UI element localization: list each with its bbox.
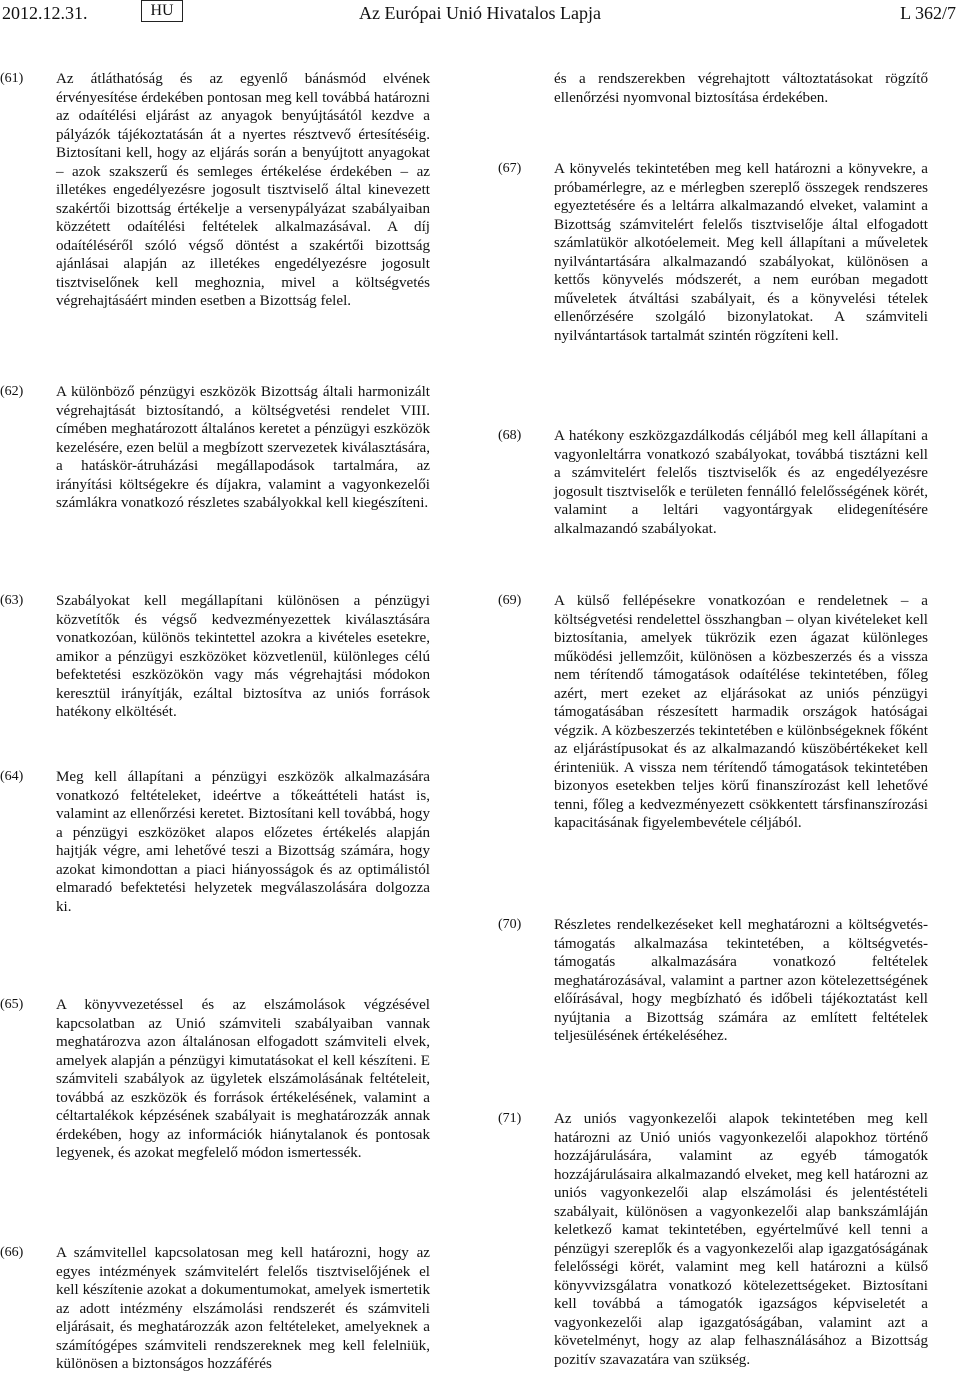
page-reference: L 362/7 [900,3,956,23]
page-header [0,0,960,34]
paragraph-text: Részletes rendelkezéseket kell meghatározni a költségvetés-támogatás alkalmazása tekintetében, a költségvetés-támogatás alkalmazására vonatkozó feltételek meghatározásával, valamint a partner azon kötelezettségének előírásával, hogy megbízható és időbeli tájékoztatást kell nyújtania a Bizottság számára az említett feltételek teljesülésének értékeléséhez. [554,917,928,1044]
paragraph-text: és a rendszerekben végrehajtott változtatásokat rögzítő ellenőrzési nyomvonal biztosítása érdekében. [554,71,928,106]
paragraph-69 [498,592,928,833]
paragraph-66 [0,1244,430,1374]
paragraph-number: (63) [0,593,24,608]
paragraph-text: Meg kell állapítani a pénzügyi eszközök alkalmazására vonatkozó feltételeket, ideértve a tőkeáttételi hatást is, valamint az ellenőrzési keretet. Biztosítani kell továbbá, hogy a pénzügyi eszközöket alapos előzetes értékelés alapján hajtják végre, ami lehetővé teszi a Bizottság számára, hogy azokat kimondottan a piaci hiányosságok és az optimálistól elmaradó befektetési helyzetek megválaszolására dolgozza ki. [56,769,430,915]
paragraph-number: (62) [0,384,24,399]
paragraph-text: A külső fellépésekre vonatkozóan e rendeletnek – a költségvetési rendelettel összhangban – olyan kivételeket kell biztosítania, amelyek tükrözik ezen ágazat különleges működési jellemzőit, különösen a közbeszerzés és a vissza nem térítendő támogatások odaítélése tekintetében, főleg azért, mert ezeket az eljárásokat az uniós pénzügyi támogatásában részesített harmadik országok hatóságai végzik. A közbeszerzés tekintetében e különbségeknek főként az eljárástípusokat és az alkalmazandó küszöbértékeket kell érinteniük. A vissza nem térítendő támogatások tekintetében bizonyos esetekben teljes körű finanszírozást kell lehetővé tenni, főleg a kedvezményezett csökkentett társfinanszírozási kapacitásának figyelembevétele céljából. [554,593,928,831]
paragraph-71 [498,1110,928,1369]
paragraph-number: (71) [498,1111,522,1126]
paragraph-number: (65) [0,997,24,1012]
publication-date: 2012.12.31. [2,3,88,23]
paragraph-64 [0,768,430,916]
paragraph-number: (66) [0,1245,24,1260]
paragraph-68 [498,427,928,538]
paragraph-63 [0,592,430,722]
paragraph-text: Szabályokat kell megállapítani különösen a pénzügyi közvetítők és végső kedvezményezettek kiválasztására vonatkozóan, különös tekintettel azokra a kivételes esetekre, amikor a pénzügyi eszközöket közvetlenül, különleges célú befektetési eszközökön vagy más végrehajtási módokon keresztül irányítják, ezáltal biztosítva az uniós források hatékony elköltését. [56,593,430,720]
paragraph-text: A számvitellel kapcsolatosan meg kell határozni, hogy az egyes intézmények számvitelért felelős tisztviselőjének el kell készítenie azokat a dokumentumokat, amelyek ismertetik az adott intézmény elszámolási rendszerét és számviteli eljárásait, és meghatározzák azon feltételeket, amelyeknek a számítógépes számviteli rendszereknek meg kell felelniük, különösen a biztonságos hozzáférés [56,1245,430,1372]
journal-title: Az Európai Unió Hivatalos Lapja [359,3,601,23]
paragraph-62 [0,383,430,513]
paragraph-67 [498,160,928,345]
paragraph-text: A könyvvezetéssel és az elszámolások végzésével kapcsolatban az Unió számviteli szabályaiban vannak meghatározva azon általánosan elfogadott számviteli elvek, amelyek alapján a pénzügyi kimutatásokat el kell készíteni. E számviteli szabályok az ügyletek elszámolásának feltételeit, továbbá az eszközök és források értékelésének, valamint a céltartalékok képzésének szabályait is meghatározzák annak érdekében, hogy az információk hiánytalanok és pontosak legyenek, és azokat megfelelő módon ismertessék. [56,997,430,1161]
paragraph-text: A könyvelés tekintetében meg kell határozni a könyvekre, a próbamérlegre, az e mérlegben szereplő összegek rendszeres egyeztetésére és a leltárra alkalmazandó elveket, valamint a Bizottság számvitelért felelős tisztviselője által elfogadott számlatükör alkotóelemeit. Meg kell állapítani a műveletek nyilvántartására alkalmazandó szabályokat, különösen a kettős könyvelés módszerét, a nem euróban megadott műveletek átváltási szabályait, és a könyvelési tételek ellenőrzésére szolgáló bizonylatokat. A számviteli nyilvántartások tartalmát szintén rögzíteni kell. [554,161,928,344]
paragraph-number: (64) [0,769,24,784]
paragraph-61 [0,70,430,311]
paragraph-text: Az uniós vagyonkezelői alapok tekintetében meg kell határozni az Unió uniós vagyonkezelői alapokhoz történő hozzájárulására, valamint az egyéb támogatók hozzájárulásaira alkalmazandó elveket, meg kell határozni az uniós vagyonkezelői alap elszámolási és jelentéstételi szabályait, különösen a vagyonkezelői alap bankszámláján keletkező kamat tekintetében, egyértelművé kell tenni a pénzügyi szereplők és a vagyonkezelői alap igazgatóságának felelősségi körét, valamint meg kell határozni a külső könyvvizsgálatra vonatkozó kötelezettségeket. Biztosítani kell továbbá a támogatók igazságos képviseletét a vagyonkezelői alap igazgatóságában, valamint azt a követelményt, hogy az alap felhasználásához a Bizottság pozitív szavazatára van szükség. [554,1111,928,1368]
paragraph-65 [0,996,430,1163]
paragraph-text: A hatékony eszközgazdálkodás céljából meg kell állapítani a vagyonleltárra vonatkozó szabályokat, továbbá tisztázni kell a számvitelért felelős tisztviselők és az engedélyezésre jogosult tisztviselők e területen fennálló felelősségének körét, valamint a leltári vagyontárgyak elidegenítésére alkalmazandó szabályokat. [554,428,928,537]
language-code-box: HU [141,0,183,22]
paragraph-number: (68) [498,428,522,443]
paragraph-number: (70) [498,917,522,932]
paragraph-number: (69) [498,593,522,608]
paragraph-text: A különböző pénzügyi eszközök Bizottság általi harmonizált végrehajtását biztosítandó, a költségvetési rendelet VIII. címében meghatározott általános keretet a pénzügyi eszközök kezelésére, ezen belül a megbízott szervezetek kiválasztására, a hatáskör-átruházási megállapodások tartalmára, az irányítási költségekre és díjakra, valamint a vagyonkezelői számlákra vonatkozó részletes szabályokkal kell kiegészíteni. [56,384,430,511]
paragraph-66-continuation [498,70,928,107]
paragraph-number: (67) [498,161,522,176]
paragraph-70 [498,916,928,1046]
paragraph-number: (61) [0,71,24,86]
paragraph-text: Az átláthatóság és az egyenlő bánásmód elvének érvényesítése érdekében pontosan meg kell továbbá határozni az odaítélési eljárást az anyagok benyújtásától kezdve a pályázók tájékoztatásán át a nyertes résztvevő értesítéséig. Biztosítani kell, hogy az eljárás során a benyújtott anyagokat – azok szakszerű és semleges értékelése érdekében – az illetékes engedélyezésre jogosult tisztviselő által kinevezett szakértői bizottság értékelje a versenypályázat szabályaiban közzétett odaítélési feltételek alkalmazásával. A díj odaítéléséről szóló végső döntést a szakértői bizottság ajánlásai alapján az illetékes engedélyezésre jogosult tisztviselőnek kell meghoznia, mivel a költségvetés végrehajtásáért minden esetben a Bizottság felel. [56,71,430,309]
